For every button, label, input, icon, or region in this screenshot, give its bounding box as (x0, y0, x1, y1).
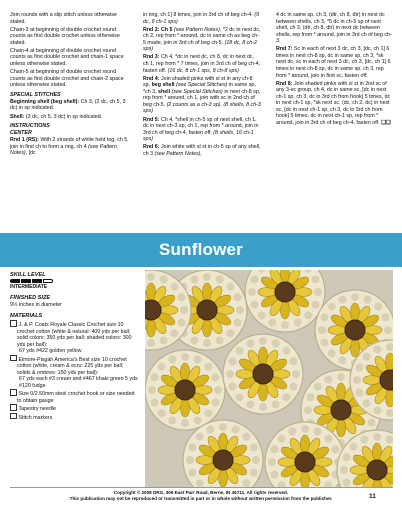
rnd7-label: Rnd 7: (276, 46, 293, 53)
rnd2-count: (18 dc, 8 ch-2 sps) (143, 39, 257, 53)
rnd7 (276, 46, 393, 79)
material-text: Stitch markers (18, 414, 53, 421)
checkbox-icon (10, 413, 17, 420)
rnd6 (143, 144, 261, 157)
rnd7-text: Sc in each of next 3 dc, ch 3, [dc, ch 1] 6 times in next ch-8 sp, dc in same sp, ch 3, *sk next dc, sc in each of next 3 dc, ch 3, [dc, ch 1] 6 times in next ch-8 sp, dc in same sp, ch 3, rep from * around, join in first sc, fasten off. (276, 46, 391, 79)
skill-bar-1 (10, 279, 20, 283)
finished-size-heading: FINISHED SIZE (10, 295, 51, 301)
shell-term: Shell: (10, 113, 25, 120)
rnd1-end: [dc (28, 150, 36, 157)
rnd4-ref-b: (see Special Stitches) (171, 88, 223, 95)
column-1 (10, 12, 129, 158)
rnd4-ref-a: (see Special Stitches) (176, 82, 228, 89)
rnd4-label: Rnd 4: (143, 75, 160, 82)
chain-note-1: Chain-3 at beginning of double crochet round counts as first double crochet unless otherwise stated. (10, 26, 120, 46)
rnd3-label: Rnd 3: (143, 54, 160, 61)
rnd1-count: (9 dc, 9 ch-1 sps) (143, 12, 260, 25)
rnd8-text: Join shaded pinks with sl st in 2nd sc of any 3-sc group, ch 4, dc in same sc, [dc in next ch-1 sp, ch 3, dc in 3rd ch from hook] 5 times, dc in next ch-1 sp, *sk next sc, (dc, ch 2, dc) in next sc, [dc in next ch-1 sp, ch 3, dc in 3rd ch from hook] 5 times, dc in next ch-1 sp, rep from * around, join in 3rd ch of beg ch-4, fasten off. (276, 80, 391, 126)
material-sub: 67 yds each #3 cream and #467 khaki green 5 yds #120 fudge (19, 376, 138, 389)
pattern-title: Sunflower (159, 240, 243, 259)
skill-level-value: INTERMEDIATE (10, 284, 48, 290)
column-2 (143, 12, 261, 159)
material-text: Tapestry needle (18, 406, 56, 412)
sunflower-motif (145, 350, 225, 430)
rnd4-text-c: in next ch-8 sp, rep from * around, ch 1, join with sc in 2nd ch of beg ch-5. (143, 88, 261, 108)
rnd1 (10, 137, 129, 157)
material-sub: 67 yds #422 golden yellow (19, 348, 82, 354)
footer-divider (10, 487, 393, 488)
rnd5-label: Rnd 5: (143, 116, 160, 123)
intro-note: Join rounds with a slip stitch unless otherwise stated. (10, 12, 117, 25)
rnd8 (276, 81, 393, 127)
copyright-line: Copyright © 2008 DRG, 306 East Parr Road, Berne, IN 46711. All rights reserved. (113, 490, 289, 495)
checkbox-icon (10, 404, 17, 411)
skill-bar-2 (21, 279, 31, 283)
finished-size-value: 9½ inches in diameter (10, 302, 62, 308)
rnd4-note: (2 counts as a ch-3 sp). (8 shells, 8 ch-3 sps) (143, 101, 261, 115)
info-column (10, 272, 138, 421)
material-text: Elmore-Pisgah America's Best size 10 crochet cotton (white, cream & ecru: 225 yds per ball; solids & ombres: 150 yds per ball): (17, 356, 127, 376)
checkbox-icon (10, 389, 17, 396)
shell-text: (3 dc, ch 5, 3 dc) in sp indicated. (25, 113, 103, 120)
beg-shell-text: Ch 3, (2 dc, ch 5, 3 dc) in sp indicated. (10, 98, 126, 112)
rnd5 (143, 117, 261, 143)
skill-level-meter (10, 279, 138, 283)
skill-bar-4 (43, 279, 53, 283)
rnd3 (143, 54, 261, 74)
rnd2 (143, 27, 261, 53)
rnd2-label: Rnd 2: Ch 5 (143, 26, 173, 33)
beg-shell-def (10, 99, 129, 112)
center-heading: CENTER (10, 130, 32, 137)
rnd1-label: Rnd 1 (RS): (10, 137, 39, 144)
rnd1-cont (143, 12, 261, 25)
material-text: Size 0/2.50mm steel crochet hook or size needed to obtain gauge (17, 391, 135, 404)
material-item (10, 413, 138, 422)
page-number: 11 (369, 493, 376, 500)
rnd4-shell: shell (158, 88, 171, 95)
rnd3-count: (16 dc, 8 ch-1 sps, 8 ch-8 sps) (167, 67, 239, 74)
material-item (10, 404, 138, 413)
rnd1-ref: (see Pattern Notes), (10, 143, 117, 157)
rnd4-beg-shell: beg shell (151, 82, 175, 89)
rnd4 (143, 76, 261, 115)
material-item (10, 355, 138, 377)
chain-note-3: Chain-5 at beginning of double crochet round counts as first double crochet and chain-2 space unless otherwise stated. (10, 69, 124, 89)
rnd6-ref: (see Pattern Notes), (154, 150, 202, 157)
instructions-heading: INSTRUCTIONS (10, 123, 50, 130)
materials-heading: MATERIALS (10, 313, 43, 319)
copyright-footer (0, 490, 402, 502)
rnd8-label: Rnd 8: (276, 80, 293, 87)
material-item (10, 389, 138, 404)
rnd6-label: Rnd 6: (143, 144, 160, 151)
rnd5-count: (8 shells, 16 ch-1 sps) (143, 129, 254, 143)
shell-def (10, 114, 129, 121)
rnd6-cont: 4 dc in same sp, ch 3, (dtr, ch 8, dtr) in next dc between shells, ch 3, *5 dc in ch-5 sp of next shell, ch 3, (dtr, ch 8, dtr) in next dc between shells, rep from * around, join in 3rd ch of beg ch-3. (276, 12, 392, 45)
checkbox-icon (10, 320, 17, 327)
rnd1-text: With 2 strands of white held tog, ch 5, join in first ch to form a ring, ch 4 (10, 137, 129, 150)
checkbox-icon (10, 355, 17, 362)
column-3 (276, 12, 393, 128)
end-mark: ❑❑ (381, 119, 391, 126)
rnd2-ref: (see Pattern Notes), (173, 26, 222, 33)
rights-line: This publication may not be reproduced or transmitted in part or in whole without written permission from the publisher. (69, 496, 333, 501)
beg-shell-term: Beginning shell (beg shell): (10, 98, 80, 105)
rnd6-text: Join white with sl st in ch-5 sp of any shell, ch 3 (143, 144, 261, 157)
rnd5-text: Ch 4, *shell in ch-5 sp of next shell, ch 1, dc in next ch-3 sp, ch 1, rep from * around, join in 3rd ch of beg ch-4, fasten off. (143, 116, 259, 136)
special-stitches-heading: SPECIAL STITCHES (10, 91, 61, 98)
skill-bar-3 (32, 279, 42, 283)
chain-note-2: Chain-4 at beginning of double crochet round counts as first double crochet and chain-1 space unless otherwise stated. (10, 47, 124, 68)
skill-level-heading: SKILL LEVEL (10, 272, 46, 278)
rnd4-text-b: in same sp, *ch 3, (143, 82, 256, 95)
rnd1-cont-text: in ring, ch 1] 8 times, join in 3rd ch of beg ch-4. (143, 12, 253, 18)
rnd4-text-a: Join shaded pinks with sl st in any ch-8 sp, (143, 75, 253, 89)
rnd3-text: Ch 4, *dc in next dc, ch 8, dc in next dc, ch 1, rep from * 7 times, join in 3rd ch of beg ch-4, fasten off. (143, 54, 261, 74)
materials-list (10, 320, 138, 421)
material-text: J. & P. Coats Royale Classic Crochet size 10 crochet cotton (white & natural: 400 yds per ball; solid colors: 350 yds per ball; shaded colors: 300 yds per ball): (17, 322, 132, 348)
rnd2-text: *2 dc in next dc, ch 2, rep from * around, dc in same ch as beg ch-5 made, join in 3rd ch of beg ch-5. (143, 26, 261, 46)
doily-photo (145, 270, 393, 488)
material-item (10, 320, 138, 348)
sunflower-motif (223, 334, 303, 414)
sunflower-doily-image (145, 270, 393, 488)
